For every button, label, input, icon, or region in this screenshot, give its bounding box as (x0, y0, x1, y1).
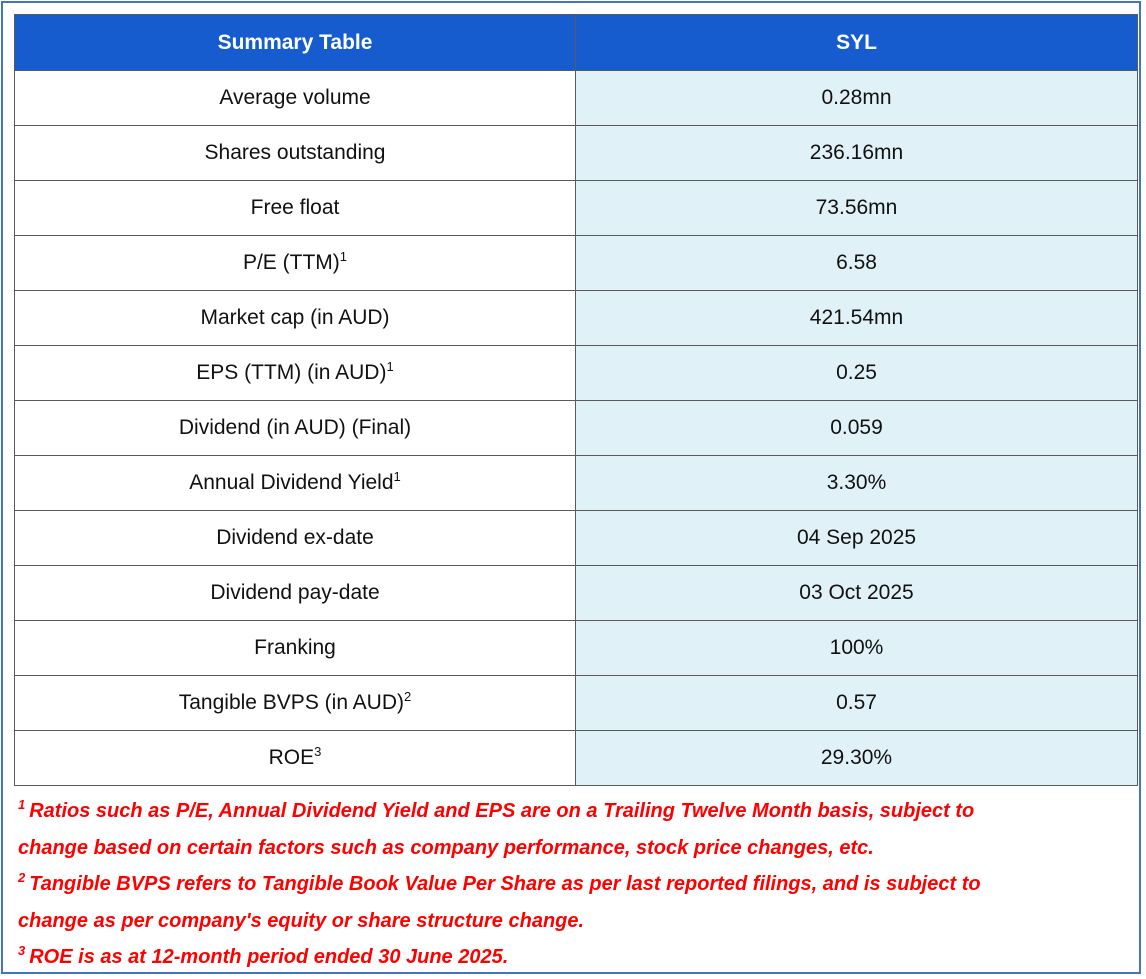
row-label: Dividend ex-date (216, 526, 374, 549)
row-value-cell: 236.16mn (576, 126, 1138, 181)
table-row (15, 401, 1138, 456)
row-value-cell: 03 Oct 2025 (576, 566, 1138, 621)
table-row (15, 511, 1138, 566)
table-row (15, 676, 1138, 731)
footnote-number: 3 (18, 943, 26, 959)
row-value-cell: 6.58 (576, 236, 1138, 291)
footnotes (18, 793, 1128, 976)
footnote-number: 2 (18, 870, 26, 886)
row-value-cell: 0.57 (576, 676, 1138, 731)
row-value-cell: 29.30% (576, 731, 1138, 786)
row-value-cell: 73.56mn (576, 181, 1138, 236)
row-value-cell: 0.25 (576, 346, 1138, 401)
table-row (15, 126, 1138, 181)
row-label: Dividend (in AUD) (Final) (178, 416, 412, 439)
row-label-cell (15, 621, 576, 676)
table-row (15, 71, 1138, 126)
summary-frame (1, 1, 1141, 974)
row-label-cell (15, 456, 576, 511)
row-value-cell: 421.54mn (576, 291, 1138, 346)
row-label-cell (15, 181, 576, 236)
row-value-cell: 04 Sep 2025 (576, 511, 1138, 566)
table-row (15, 621, 1138, 676)
row-label-cell (15, 126, 576, 181)
table-row (15, 346, 1138, 401)
footnote-1 (18, 793, 1128, 830)
header-ticker-cell: SYL (576, 15, 1138, 71)
row-label: P/E (TTM) (242, 251, 340, 274)
table-row (15, 456, 1138, 511)
row-label: Dividend pay-date (210, 581, 380, 604)
header-label-cell: Summary Table (15, 15, 576, 71)
footnote-text: Tangible BVPS refers to Tangible Book Value Per Share as per last reported filings, and is subject to (29, 873, 981, 895)
table-row (15, 291, 1138, 346)
row-value-cell: 3.30% (576, 456, 1138, 511)
table-row (15, 731, 1138, 786)
row-label-cell (15, 676, 576, 731)
row-label-cell (15, 511, 576, 566)
footnote-2 (18, 866, 1128, 903)
row-label-cell (15, 291, 576, 346)
summary-table (14, 14, 1138, 786)
row-label: ROE (268, 746, 315, 769)
row-label: Annual Dividend Yield (189, 471, 394, 494)
footnote-3 (18, 939, 1128, 976)
row-label: Market cap (in AUD) (200, 306, 390, 329)
table-row (15, 566, 1138, 621)
row-value-cell: 0.059 (576, 401, 1138, 456)
row-label: Franking (254, 636, 336, 659)
footnote-2-continuation: change as per company's equity or share structure change. (18, 909, 585, 932)
row-label-cell (15, 346, 576, 401)
row-label: Free float (250, 196, 340, 219)
footnote-text: ROE is as at 12-month period ended 30 June 2025. (29, 946, 509, 968)
row-label-cell (15, 71, 576, 126)
footnote-marker: 1 (339, 249, 348, 264)
footnote-marker: 2 (404, 689, 412, 704)
footnote-1-continuation: change based on certain factors such as company performance, stock price changes, etc. (18, 836, 874, 859)
row-label-cell (15, 731, 576, 786)
footnote-marker: 3 (314, 744, 322, 759)
footnote-text: Ratios such as P/E, Annual Dividend Yield and EPS are on a Trailing Twelve Month basis, subject to (29, 800, 975, 822)
row-label-cell (15, 566, 576, 621)
table-header-row (15, 15, 1138, 71)
row-label: Tangible BVPS (in AUD) (178, 691, 405, 714)
row-value-cell: 0.28mn (576, 71, 1138, 126)
row-label-cell (15, 401, 576, 456)
footnote-marker: 1 (386, 359, 394, 374)
table-row (15, 236, 1138, 291)
footnote-marker: 1 (393, 469, 401, 484)
row-label-cell (15, 236, 576, 291)
footnote-number: 1 (18, 797, 26, 813)
row-label: EPS (TTM) (in AUD) (196, 361, 387, 384)
row-label: Shares outstanding (204, 141, 386, 164)
table-row (15, 181, 1138, 236)
row-value-cell: 100% (576, 621, 1138, 676)
row-label: Average volume (219, 86, 371, 109)
